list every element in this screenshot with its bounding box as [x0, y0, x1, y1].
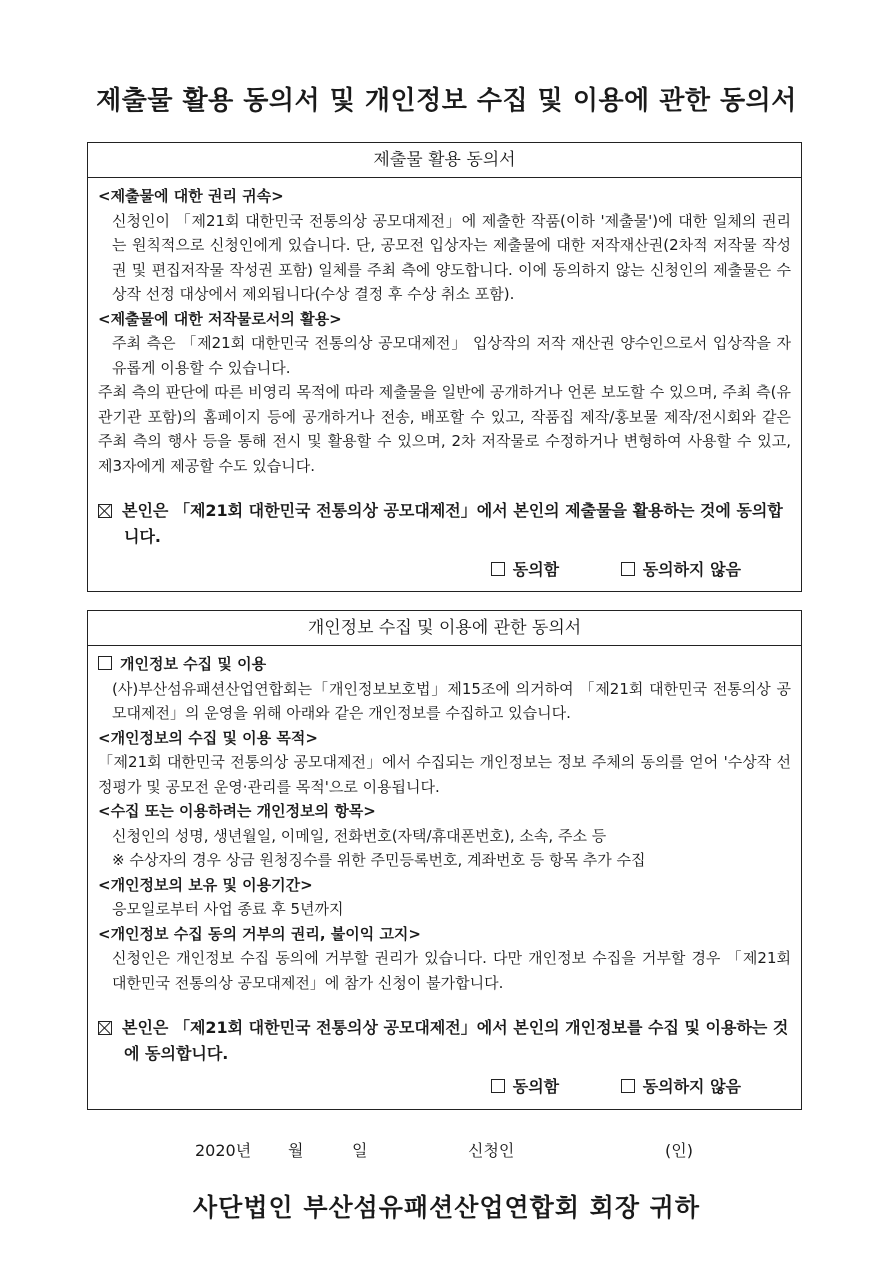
- items-line: 신청인의 성명, 생년월일, 이메일, 전화번호(자택/휴대폰번호), 소속, 주소 등: [112, 826, 607, 845]
- note-line: ※ 수상자의 경우 상금 원청징수를 위한 주민등록번호, 계좌번호 등 항목 추가 수집: [112, 851, 646, 869]
- consent-text: 본인은 「제21회 대한민국 전통의상 공모대제전」에서 본인의 제출물을 활용하는 것에 동의합니다.: [122, 501, 783, 546]
- consent-statement: [98, 1015, 791, 1067]
- day-field[interactable]: 일: [352, 1141, 368, 1160]
- seal-mark: (인): [665, 1141, 693, 1160]
- submission-consent-section: [87, 142, 802, 592]
- section-heading: 제출물 활용 동의서: [88, 143, 801, 178]
- agree-label: 동의함: [512, 560, 560, 579]
- disagree-label: 동의하지 않음: [642, 1077, 741, 1096]
- agree-option[interactable]: [491, 558, 559, 583]
- subheading-period: <개인정보의 보유 및 이용기간>: [98, 875, 313, 894]
- choice-row: [98, 558, 791, 583]
- checkbox-icon[interactable]: [621, 1079, 635, 1093]
- paragraph-rights: 신청인이 「제21회 대한민국 전통의상 공모대제전」에 제출한 작품(이하 '제출물')에 대한 일체의 권리는 원칙적으로 신청인에게 있습니다. 단, 공모전 입상자는 제출물에 대한 저작재산권(2차적 저작물 작성권 및 편집저작물 작성권 포함) 일체를 주최 측에 양도합니다. 이에 동의하지 않는 신청인의 제출물은 수상작 선정 대상에서 제외됩니다(수상 결정 후 수상 취소 포함).: [112, 211, 791, 303]
- disagree-label: 동의하지 않음: [642, 560, 741, 579]
- disagree-option[interactable]: [621, 1075, 741, 1100]
- paragraph-usage-1: 주최 측은 「제21회 대한민국 전통의상 공모대제전」 입상작의 저작 재산권 양수인으로서 입상작을 자유롭게 이용할 수 있습니다.: [112, 334, 791, 377]
- checkbox-icon[interactable]: [491, 562, 505, 576]
- paragraph-usage-2: 주최 측의 판단에 따른 비영리 목적에 따라 제출물을 일반에 공개하거나 언론 보도할 수 있으며, 주최 측(유관기관 포함)의 홈페이지 등에 공개하거나 전송, 배포할 수 있고, 작품집 제작/홍보물 제작/전시회와 같은 주최 측의 행사 등을 통해 전시 및 활용할 수 있으며, 2차 저작물로 수정하거나 변형하여 사용할 수 있고, 제3자에게 제공할 수도 있습니다.: [98, 383, 791, 475]
- applicant-field[interactable]: 신청인: [468, 1141, 515, 1160]
- period-line: 응모일로부터 사업 종료 후 5년까지: [112, 900, 344, 918]
- subheading-rights: <제출물에 대한 권리 귀속>: [98, 187, 284, 205]
- disagree-option[interactable]: [621, 558, 741, 583]
- paragraph-refusal: 신청인은 개인정보 수집 동의에 거부할 권리가 있습니다. 다만 개인정보 수집을 거부할 경우 「제21회 대한민국 전통의상 공모대제전」에 참가 신청이 불가합니다.: [112, 949, 791, 992]
- month-field[interactable]: 월: [288, 1141, 304, 1160]
- subheading-purpose: <개인정보의 수집 및 이용 목적>: [98, 728, 318, 747]
- checkbox-icon[interactable]: [491, 1079, 505, 1093]
- agree-option[interactable]: [491, 1075, 559, 1100]
- paragraph-purpose: 「제21회 대한민국 전통의상 공모대제전」에서 수집되는 개인정보는 정보 주체의 동의를 얻어 '수상작 선정평가 및 공모전 운영·관리를 목적'으로 이용됩니다.: [98, 753, 791, 796]
- subheading-usage: <제출물에 대한 저작물로서의 활용>: [98, 309, 342, 328]
- subheading-refusal: <개인정보 수집 동의 거부의 권리, 불이익 고지>: [98, 924, 421, 943]
- consent-text: 본인은 「제21회 대한민국 전통의상 공모대제전」에서 본인의 개인정보를 수집 및 이용하는 것에 동의합니다.: [122, 1018, 789, 1063]
- consent-statement: [98, 498, 791, 550]
- subheading-items: <수집 또는 이용하려는 개인정보의 항목>: [98, 802, 376, 820]
- agree-label: 동의함: [512, 1077, 560, 1096]
- document-title: 제출물 활용 동의서 및 개인정보 수집 및 이용에 관한 동의서: [96, 86, 797, 116]
- checkbox-icon[interactable]: [621, 562, 635, 576]
- section-heading: 개인정보 수집 및 이용에 관한 동의서: [88, 611, 801, 646]
- paragraph-intro: (사)부산섬유패션산업연합회는「개인정보보호법」제15조에 의거하여 「제21회 대한민국 전통의상 공모대제전」의 운영을 위해 아래와 같은 개인정보를 수집하고 있습니다.: [112, 679, 791, 722]
- signature-row: [0, 1138, 893, 1162]
- checked-box-icon: [98, 1021, 112, 1035]
- checkbox-icon: [98, 656, 112, 670]
- privacy-consent-section: [87, 610, 802, 1110]
- choice-row: [98, 1075, 791, 1100]
- year-field[interactable]: 2020년: [195, 1141, 252, 1160]
- privacy-item-title: 개인정보 수집 및 이용: [98, 652, 791, 677]
- addressee: 사단법인 부산섬유패션산업연합회 회장 귀하: [193, 1193, 700, 1222]
- checked-box-icon: [98, 504, 112, 518]
